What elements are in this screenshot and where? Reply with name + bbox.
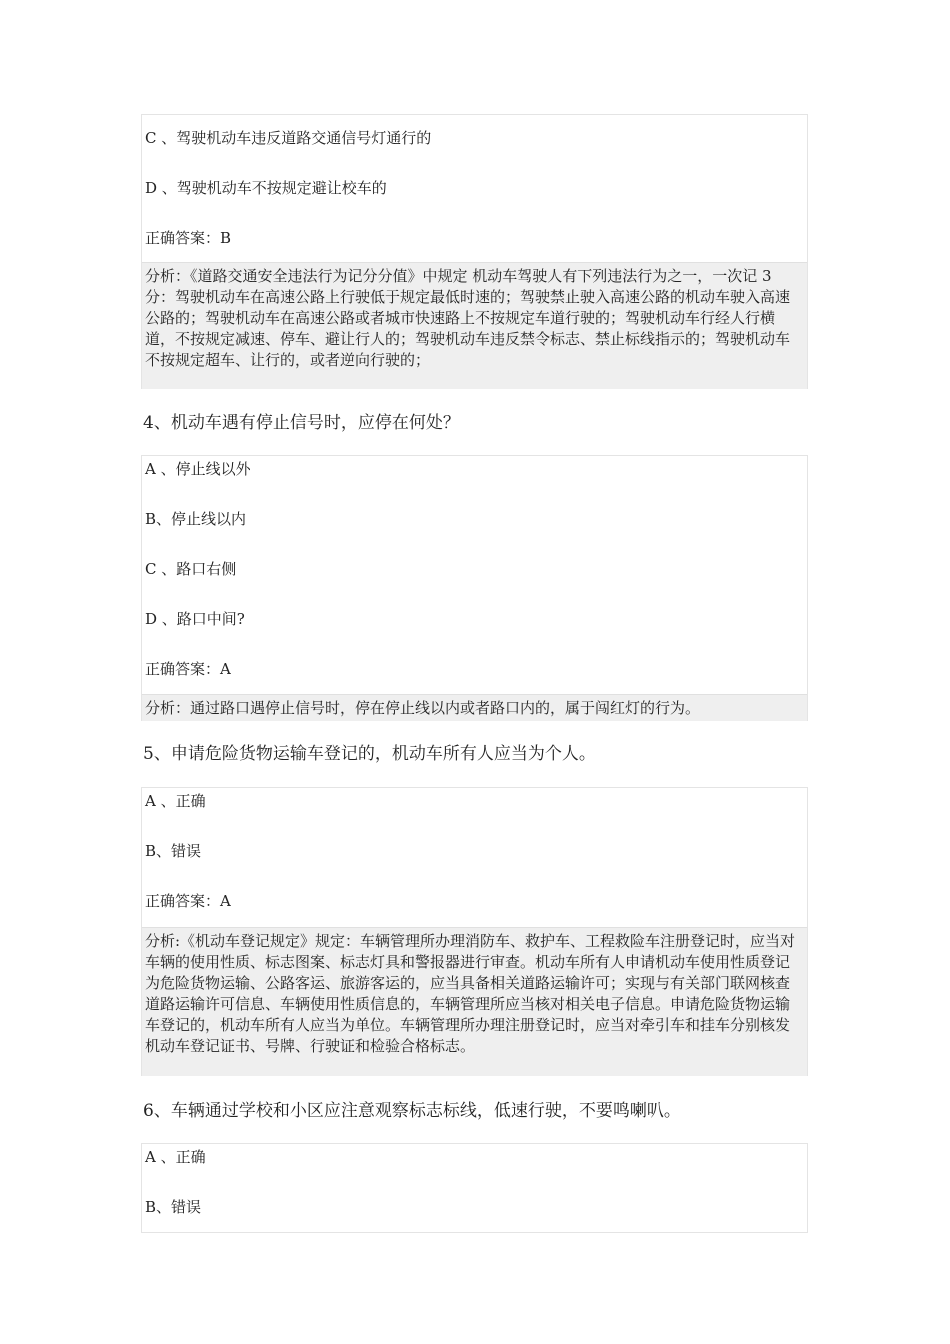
question-4-analysis: 分析：通过路口遇停止信号时，停在停止线以内或者路口内的，属于闯红灯的行为。 [142,694,807,721]
question-6-card [141,1143,808,1233]
question-4-option-b: B、停止线以内 [145,510,247,528]
question-3-analysis: 分析：《道路交通安全违法行为记分分值》中规定 机动车驾驶人有下列违法行为之一，一次记 3 分：驾驶机动车在高速公路上行驶低于规定最低时速的；驾驶禁止驶入高速公路的机动车驶入高速公路的；驾驶机动车在高速公路或者城市快速路上不按规定车道行驶的；驾驶机动车行经人行横道，不按规定减速、停车、避让行人的；驾驶机动车违反禁令标志、禁止标线指示的；驾驶机动车不按规定超车、让行的，或者逆向行驶的； [142,262,807,389]
question-4-answer: 正确答案：A [145,660,231,678]
question-6-option-b: B、错误 [145,1198,202,1216]
question-4-option-d: D 、路口中间? [145,610,245,628]
question-5-option-a: A 、正确 [145,792,206,810]
question-4-option-a: A 、停止线以外 [145,460,251,478]
question-4-card [141,455,808,721]
question-3-answer: 正确答案：B [145,229,232,247]
question-5-answer: 正确答案：A [145,892,231,910]
question-5-analysis: 分析:《机动车登记规定》规定：车辆管理所办理消防车、救护车、工程救险车注册登记时，应当对车辆的使用性质、标志图案、标志灯具和警报器进行审查。机动车所有人申请机动车使用性质登记为危险货物运输、公路客运、旅游客运的，应当具备相关道路运输许可；实现与有关部门联网核查道路运输许可信息、车辆使用性质信息的，车辆管理所应当核对相关电子信息。申请危险货物运输车登记的，机动车所有人应当为单位。车辆管理所办理注册登记时，应当对牵引车和挂车分别核发机动车登记证书、号牌、行驶证和检验合格标志。 [142,927,807,1076]
question-3-card [141,114,808,389]
question-5-option-b: B、错误 [145,842,202,860]
question-5-title: 5、申请危险货物运输车登记的，机动车所有人应当为个人。 [143,744,596,764]
question-5-card [141,787,808,1076]
question-6-option-a: A 、正确 [145,1148,206,1166]
question-6-title: 6、车辆通过学校和小区应注意观察标志标线，低速行驶，不要鸣喇叭。 [143,1101,681,1121]
question-3-option-c: C 、驾驶机动车违反道路交通信号灯通行的 [145,129,432,147]
question-3-option-d: D 、驾驶机动车不按规定避让校车的 [145,179,387,197]
question-4-option-c: C 、路口右侧 [145,560,237,578]
question-4-title: 4、机动车遇有停止信号时，应停在何处？ [143,413,460,433]
